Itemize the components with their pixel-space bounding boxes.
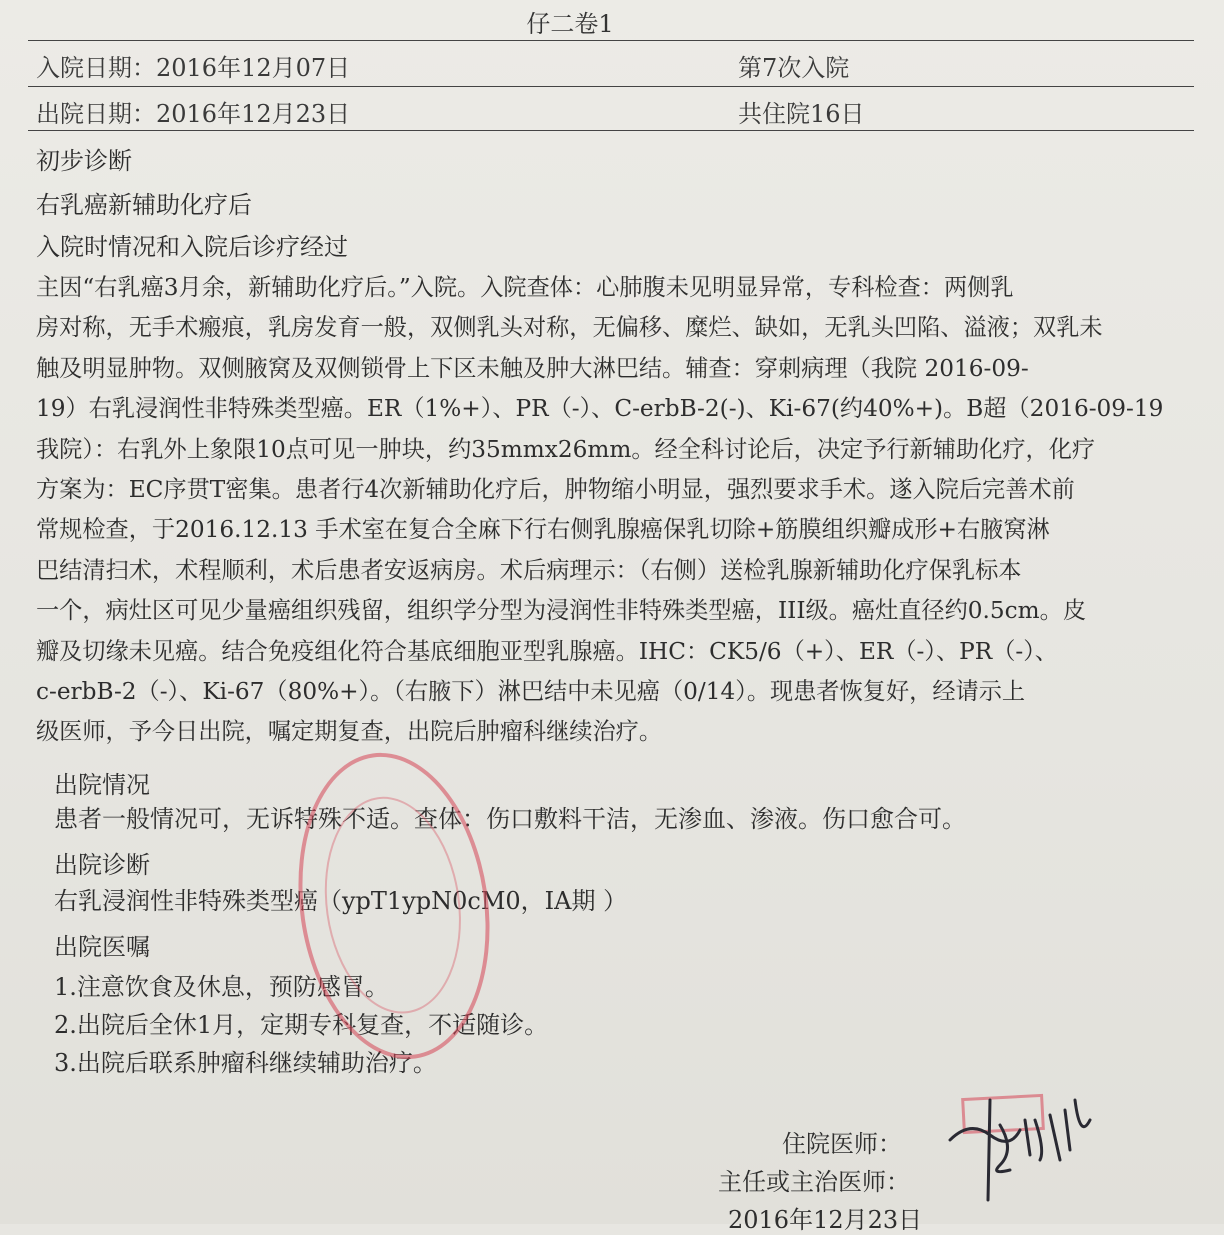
resident-doctor-label: 住院医师： [782,1130,902,1158]
handwritten-signature [930,1080,1100,1210]
header-rule-bottom [28,130,1194,131]
course-line: 触及明显肿物。双侧腋窝及双侧锁骨上下区未触及肿大淋巴结。辅查：穿刺病理（我院 2016-09- [36,354,1029,382]
discharge-orders-heading: 出院医嘱 [54,933,150,961]
signature-date: 2016年12月23日 [728,1206,923,1234]
course-line: 我院）：右乳外上象限10点可见一肿块，约35mmx26mm。经全科讨论后，决定予行新辅助化疗，化疗 [36,435,1096,463]
course-line: 方案为：EC序贯T密集。患者行4次新辅助化疗后，肿物缩小明显，强烈要求手术。遂入院后完善术前 [36,476,1075,504]
volume-title: 仔二卷1 [526,10,614,38]
discharge-order-item: 1.注意饮食及休息，预防感冒。 [54,973,389,1001]
hospital-seal-inner-ring [311,788,474,1023]
discharge-date: 出院日期：2016年12月23日 [36,100,351,128]
header-rule-top [28,40,1194,41]
discharge-condition-heading: 出院情况 [54,771,150,799]
admission-count: 第7次入院 [738,54,850,82]
course-line: 巴结清扫术，术程顺利，术后患者安返病房。术后病理示：（右侧）送检乳腺新辅助化疗保乳标本 [36,556,1022,584]
course-line: 主因“右乳癌3月余，新辅助化疗后。”入院。入院查体：心肺腹未见明显异常，专科检查：两侧乳 [36,274,1014,301]
discharge-condition-text: 患者一般情况可，无诉特殊不适。查体：伤口敷料干洁，无渗血、渗液。伤口愈合可。 [54,805,966,833]
course-paragraph [36,268,1188,753]
discharge-order-item: 3.出院后联系肿瘤科继续辅助治疗。 [54,1049,437,1077]
course-heading: 入院时情况和入院后诊疗经过 [36,233,348,261]
total-days: 共住院16日 [738,100,865,128]
course-line: 常规检查，于2016.12.13 手术室在复合全麻下行右侧乳腺癌保乳切除+筋膜组织瓣成形+右腋窝淋 [36,516,1050,544]
discharge-order-item: 2.出院后全休1月，定期专科复查，不适随诊。 [54,1011,549,1039]
preliminary-diagnosis-text: 右乳癌新辅助化疗后 [36,191,252,219]
course-line: 房对称，无手术瘢痕，乳房发育一般，双侧乳头对称，无偏移、糜烂、缺如，无乳头凹陷、溢液；双乳未 [36,314,1103,342]
discharge-diagnosis-heading: 出院诊断 [54,851,150,879]
attending-doctor-label: 主任或主治医师： [718,1168,910,1196]
preliminary-diagnosis-heading: 初步诊断 [36,147,132,175]
header-rule-middle [28,86,1194,87]
course-line: 19）右乳浸润性非特殊类型癌。ER（1%+）、PR（-）、C-erbB-2(-)、Ki-67(约40%+)。B超（2016-09-19 [36,395,1164,423]
admission-date: 入院日期：2016年12月07日 [36,54,351,82]
course-line: 一个，病灶区可见少量癌组织残留，组织学分型为浸润性非特殊类型癌，III级。癌灶直径约0.5cm。皮 [36,597,1087,625]
course-line: c-erbB-2（-）、Ki-67（80%+）。（右腋下）淋巴结中未见癌（0/14）。现患者恢复好，经请示上 [36,678,1026,706]
discharge-diagnosis-text: 右乳浸润性非特殊类型癌（ypT1ypN0cM0，IA期 ） [54,887,628,915]
course-line: 级医师，予今日出院，嘱定期复查，出院后肿瘤科继续治疗。 [36,718,663,746]
course-line: 瓣及切缘未见癌。结合免疫组化符合基底细胞亚型乳腺癌。IHC：CK5/6（+）、ER（-）、PR（-）、 [36,637,1058,665]
